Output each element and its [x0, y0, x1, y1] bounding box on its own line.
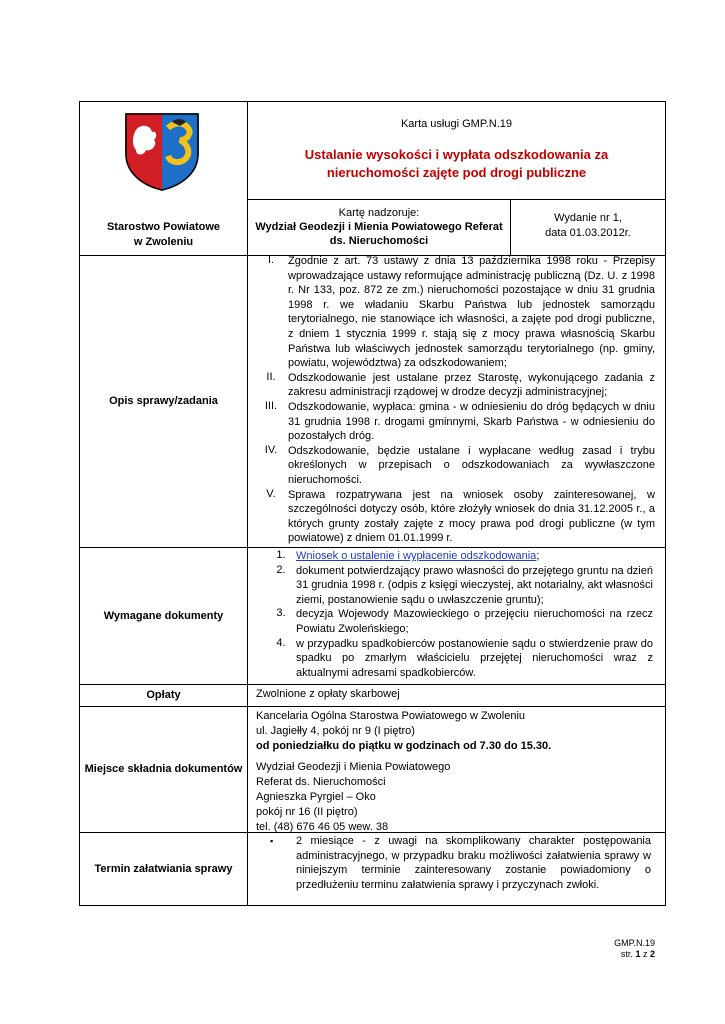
- fees-row: [79, 685, 666, 707]
- supervisor-dept: Wydział Geodezji i Mienia Powiatowego Referat ds. Nieruchomości: [255, 221, 503, 247]
- item-text: decyzja Wojewody Mazowieckiego o przejęciu nieruchomości na rzecz Powiatu Zwoleńskiego;: [296, 608, 653, 635]
- edition-cell: [511, 200, 665, 255]
- documents-row: [79, 548, 666, 685]
- edition-number: Wydanie nr 1,: [554, 212, 622, 224]
- chancellery-name: Kancelaria Ogólna Starostwa Powiatowego w Zwoleniu: [256, 710, 526, 722]
- office-cell: [80, 102, 248, 255]
- item-number: 2.: [276, 563, 286, 576]
- item-number: 4.: [276, 636, 286, 649]
- item-number: III.: [264, 399, 278, 412]
- item-number: V.: [266, 487, 276, 500]
- item-text: dokument potwierdzający prawo własności do przejętego gruntu na dzień 31 grudnia 1998 r. (odpis z księgi wieczystej, akt notarialny, akt własności ziemi, postanowienie sądu o uwłaszczenie gruntu);: [296, 564, 653, 606]
- deadline-label: Termin załatwiania sprawy: [80, 833, 248, 905]
- deadline-cell: [248, 833, 665, 905]
- item-number: IV.: [264, 443, 278, 456]
- application-form-link[interactable]: Wniosek o ustalenie i wypłacenie odszkodowania: [296, 550, 537, 562]
- page-current: 1: [635, 949, 641, 959]
- list-item: [266, 564, 659, 608]
- list-item: [266, 607, 659, 636]
- header-row: [79, 101, 666, 256]
- item-text: Zgodnie z art. 73 ustawy z dnia 13 października 1998 roku - Przepisy wprowadzające ustawy reformujące administrację publiczną (Dz. U. z 1998 r. Nr 133, poz. 872 ze zm.) nieruchomości pozostające w dniu 31 grudnia 1998 r. we władaniu Skarbu Państwa lub jednostek samorządu terytorialnego, nie stanowiące ich własności, a zajęte pod drogi publiczne, z dniem 1 stycznia 1999 r. stają się z mocy prawa własnością Skarbu Państwa lub właściwych jednostek samorządu terytorialnego (np. gminy, powiatu, województwa) za odszkodowaniem;: [288, 255, 655, 370]
- header-lower: [248, 199, 665, 255]
- list-item: [266, 637, 659, 681]
- phone-number: tel. (48) 676 46 05 wew. 38: [256, 820, 389, 833]
- item-number: 1.: [276, 549, 286, 561]
- chancellery-address: ul. Jagiełły 4, pokój nr 9 (I piętro): [256, 724, 415, 737]
- documents-cell: [248, 548, 665, 684]
- coat-of-arms-icon: [122, 110, 202, 192]
- supervisor-label: Kartę nadzoruje:: [338, 207, 420, 219]
- description-label: Opis sprawy/zadania: [80, 256, 248, 547]
- office-name: Starostwo Powiatowe w Zwoleniu: [106, 221, 221, 248]
- page-total: 2: [649, 949, 655, 959]
- service-card: [79, 101, 666, 906]
- page-number: [614, 949, 655, 960]
- description-cell: [248, 254, 665, 547]
- header-right: [248, 102, 665, 255]
- item-text: w przypadku spadkobierców postanowienie sądu o stwierdzenie praw do spadku po zmarłym właścicielu przejętej nieruchomości wraz z aktualnymi adresami spadkobierców.: [296, 637, 653, 679]
- item-text-suffix: ;: [536, 550, 540, 562]
- list-item: [266, 549, 659, 564]
- place-cell: [248, 707, 665, 832]
- office-hours: od poniedziałku do piątku w godzinach od 7.30 do 15.30.: [256, 739, 552, 752]
- item-text: Odszkodowanie jest ustalane przez Starostę, wykonującego zadania z zakresu administracji rządowej w drodze decyzji administracyjnej;: [288, 371, 655, 399]
- section-name: Referat ds. Nieruchomości: [256, 776, 386, 789]
- room-number: pokój nr 16 (II piętro): [256, 805, 358, 818]
- footer-code: GMP.N.19: [614, 938, 655, 948]
- deadline-row: [79, 833, 666, 906]
- item-text: Odszkodowanie, będzie ustalane i wypłacane według zasad i trybu określonych w przepisach o odszkodowaniach za wywłaszczone nieruchomości.: [288, 444, 655, 486]
- list-item: [254, 371, 661, 400]
- fees-value: Zwolnione z opłaty skarbowej: [256, 688, 400, 700]
- item-number: II.: [266, 370, 276, 383]
- list-item: [270, 834, 657, 892]
- item-number: I.: [267, 254, 275, 266]
- list-item: [254, 444, 661, 488]
- place-row: [79, 707, 666, 833]
- item-text: [296, 549, 659, 564]
- fees-label: Opłaty: [80, 685, 248, 706]
- page-footer: [614, 938, 655, 960]
- place-label: Miejsce składnia dokumentów: [80, 707, 248, 832]
- item-number: 3.: [276, 607, 286, 620]
- bullet-icon: ▪: [270, 836, 274, 846]
- item-text: Odszkodowanie, wypłaca: gmina - w odniesieniu do dróg będących w dniu 31 grudnia 1998 r. drogami gminnymi, Skarb Państwa - w odniesieniu do pozostałych dróg.: [288, 400, 655, 443]
- deadline-text: 2 miesiące - z uwagi na skomplikowany charakter postępowania administracyjnego, w przypadku braku możliwości załatwienia sprawy w niniejszym terminie zainteresowany zostanie powiadomiony o przedłużeniu terminu załatwienia sprawy i przyczynach zwłoki.: [296, 835, 651, 891]
- list-item: [254, 400, 661, 444]
- description-row: [79, 256, 666, 548]
- service-title: Ustalanie wysokości i wypłata odszkodowania za nieruchomości zajęte pod drogi publiczne: [304, 147, 609, 180]
- documents-label: Wymagane dokumenty: [80, 548, 248, 684]
- fees-cell: [248, 685, 665, 706]
- list-item: [254, 254, 661, 371]
- page-prefix: str.: [620, 949, 633, 959]
- list-item: [254, 488, 661, 546]
- contact-person: Agnieszka Pyrgiel – Oko: [256, 790, 376, 803]
- card-label: Karta usługi GMP.N.19: [400, 118, 513, 130]
- department-name: Wydział Geodezji i Mienia Powiatowego: [256, 761, 451, 774]
- supervisor-cell: [248, 200, 511, 255]
- edition-date: data 01.03.2012r.: [545, 227, 631, 239]
- item-text: Sprawa rozpatrywana jest na wniosek osoby zainteresowanej, w szczególności dotyczy osób, które złożyły wniosek do dnia 31.12.2005 r., a których grunty zostały zajęte z mocy prawa pod drogi publiczne (w tym powiatowe) z dniem 01.01.1999 r.: [288, 488, 655, 545]
- page-sep: z: [642, 949, 648, 959]
